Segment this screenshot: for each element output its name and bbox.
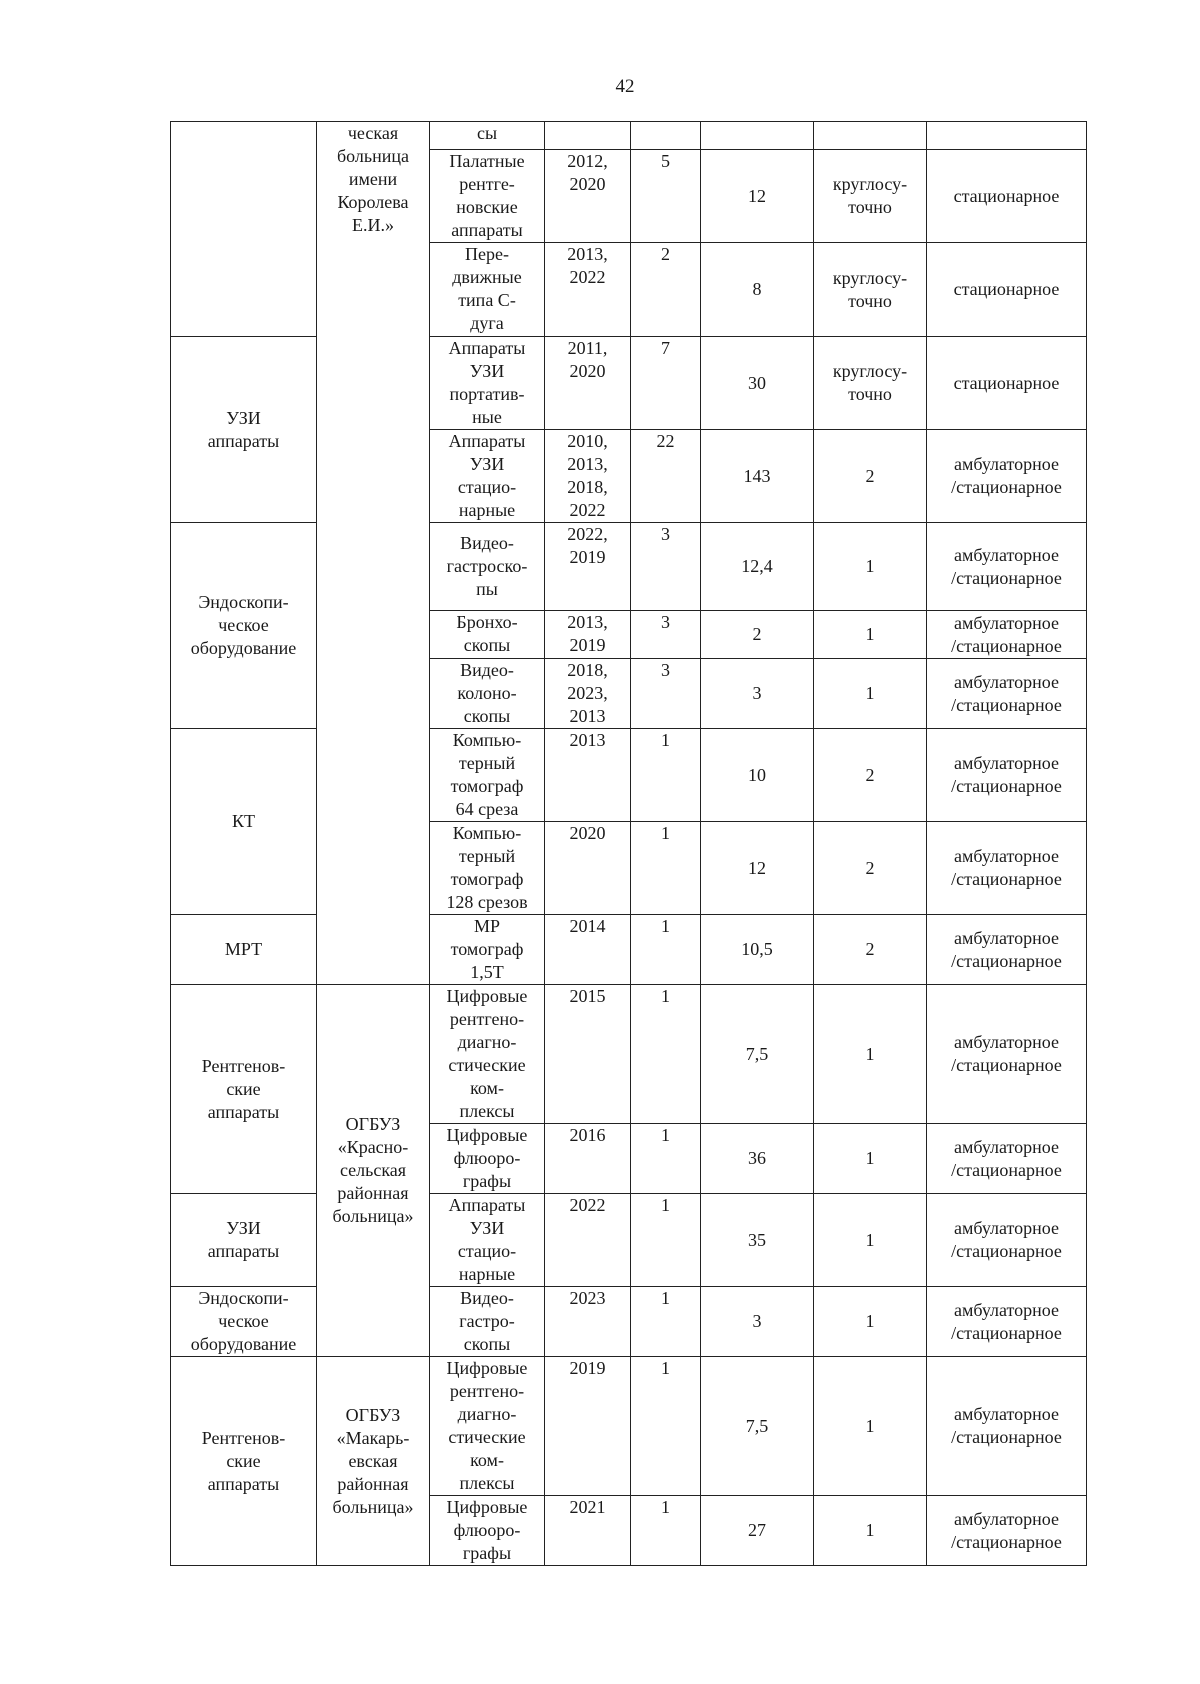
years-cell: 2014 — [545, 915, 631, 985]
mode-cell: 2 — [814, 729, 927, 822]
care-cell: амбулаторное /стационарное — [927, 1287, 1087, 1357]
table-row — [171, 915, 1087, 985]
equipment-name-cell: Видео- гастроско- пы — [430, 523, 545, 611]
care-cell: стационарное — [927, 150, 1087, 243]
value-cell: 3 — [701, 1287, 814, 1357]
table-row — [171, 985, 1087, 1124]
equipment-table — [170, 121, 1087, 1566]
care-cell: стационарное — [927, 337, 1087, 430]
value-cell: 12 — [701, 822, 814, 915]
mode-cell: 2 — [814, 915, 927, 985]
count-cell: 1 — [631, 729, 701, 822]
value-cell: 36 — [701, 1124, 814, 1194]
equipment-name-cell: Аппараты УЗИ стацио- нарные — [430, 1194, 545, 1287]
count-cell: 5 — [631, 150, 701, 243]
count-cell: 1 — [631, 1124, 701, 1194]
years-cell: 2022, 2019 — [545, 523, 631, 611]
years-cell: 2013 — [545, 729, 631, 822]
mode-cell: 1 — [814, 1194, 927, 1287]
mode-cell: 1 — [814, 1496, 927, 1566]
count-cell: 1 — [631, 1287, 701, 1357]
equipment-type-cell: МРТ — [171, 915, 317, 985]
years-cell: 2020 — [545, 822, 631, 915]
count-cell: 3 — [631, 659, 701, 729]
organization-cell: ческая больница имени Королева Е.И.» — [317, 122, 430, 915]
count-cell: 1 — [631, 985, 701, 1124]
equipment-type-cell — [171, 122, 317, 337]
years-cell: 2021 — [545, 1496, 631, 1566]
value-cell: 35 — [701, 1194, 814, 1287]
care-cell: амбулаторное /стационарное — [927, 1357, 1087, 1496]
mode-cell: 1 — [814, 985, 927, 1124]
organization-cell: ОГБУЗ «Красно- сельская районная больница» — [317, 985, 430, 1357]
count-cell: 1 — [631, 915, 701, 985]
equipment-name-cell: Цифровые флюоро- графы — [430, 1496, 545, 1566]
value-cell: 8 — [701, 243, 814, 337]
mode-cell: 1 — [814, 1124, 927, 1194]
care-cell: амбулаторное /стационарное — [927, 822, 1087, 915]
count-cell: 22 — [631, 430, 701, 523]
care-cell: амбулаторное /стационарное — [927, 659, 1087, 729]
equipment-name-cell: Пере- движные типа С- дуга — [430, 243, 545, 337]
count-cell: 2 — [631, 243, 701, 337]
value-cell: 27 — [701, 1496, 814, 1566]
table-row — [171, 122, 1087, 150]
years-cell: 2010, 2013, 2018, 2022 — [545, 430, 631, 523]
table-row — [171, 523, 1087, 611]
equipment-name-cell: Компью- терный томограф 64 среза — [430, 729, 545, 822]
equipment-type-cell: Эндоскопи- ческое оборудование — [171, 523, 317, 729]
mode-cell: круглосу- точно — [814, 243, 927, 337]
table-row — [171, 1357, 1087, 1496]
equipment-name-cell: Бронхо- скопы — [430, 611, 545, 659]
value-cell: 2 — [701, 611, 814, 659]
equipment-name-cell: Аппараты УЗИ стацио- нарные — [430, 430, 545, 523]
equipment-name-cell: Видео- колоно- скопы — [430, 659, 545, 729]
count-cell: 3 — [631, 523, 701, 611]
care-cell: амбулаторное /стационарное — [927, 611, 1087, 659]
care-cell: стационарное — [927, 243, 1087, 337]
equipment-name-cell: Аппараты УЗИ портатив- ные — [430, 337, 545, 430]
mode-cell: круглосу- точно — [814, 150, 927, 243]
count-cell: 1 — [631, 1496, 701, 1566]
value-cell: 30 — [701, 337, 814, 430]
organization-cell-continued — [317, 915, 430, 985]
value-cell: 10 — [701, 729, 814, 822]
value-cell: 10,5 — [701, 915, 814, 985]
mode-cell: 2 — [814, 822, 927, 915]
count-cell: 7 — [631, 337, 701, 430]
equipment-name-cell: Видео- гастро- скопы — [430, 1287, 545, 1357]
table-row — [171, 1194, 1087, 1287]
table-row — [171, 1287, 1087, 1357]
care-cell: амбулаторное /стационарное — [927, 915, 1087, 985]
value-cell: 3 — [701, 659, 814, 729]
mode-cell: 1 — [814, 1287, 927, 1357]
value-cell: 7,5 — [701, 1357, 814, 1496]
care-cell: амбулаторное /стационарное — [927, 430, 1087, 523]
equipment-name-cell: Цифровые рентгено- диагно- стические ком- плексы — [430, 985, 545, 1124]
table-row — [171, 337, 1087, 430]
years-cell: 2012, 2020 — [545, 150, 631, 243]
count-cell: 1 — [631, 822, 701, 915]
mode-cell: 1 — [814, 523, 927, 611]
mode-cell: круглосу- точно — [814, 337, 927, 430]
equipment-name-cell: МР томограф 1,5Т — [430, 915, 545, 985]
count-cell: 3 — [631, 611, 701, 659]
years-cell: 2019 — [545, 1357, 631, 1496]
equipment-type-cell: Эндоскопи- ческое оборудование — [171, 1287, 317, 1357]
equipment-name-cell: сы — [430, 122, 545, 150]
organization-cell: ОГБУЗ «Макарь- евская районная больница» — [317, 1357, 430, 1566]
equipment-type-cell: УЗИ аппараты — [171, 337, 317, 523]
mode-cell: 1 — [814, 611, 927, 659]
equipment-name-cell: Цифровые флюоро- графы — [430, 1124, 545, 1194]
equipment-type-cell: Рентгенов- ские аппараты — [171, 1357, 317, 1566]
equipment-name-cell: Компью- терный томограф 128 срезов — [430, 822, 545, 915]
years-cell: 2022 — [545, 1194, 631, 1287]
mode-cell: 1 — [814, 1357, 927, 1496]
years-cell: 2015 — [545, 985, 631, 1124]
mode-cell: 1 — [814, 659, 927, 729]
equipment-type-cell: Рентгенов- ские аппараты — [171, 985, 317, 1194]
care-cell: амбулаторное /стационарное — [927, 1124, 1087, 1194]
value-cell: 7,5 — [701, 985, 814, 1124]
value-cell: 12,4 — [701, 523, 814, 611]
care-cell: амбулаторное /стационарное — [927, 985, 1087, 1124]
care-cell: амбулаторное /стационарное — [927, 523, 1087, 611]
count-cell: 1 — [631, 1357, 701, 1496]
care-cell: амбулаторное /стационарное — [927, 729, 1087, 822]
table-row — [171, 729, 1087, 822]
care-cell: амбулаторное /стационарное — [927, 1194, 1087, 1287]
years-cell: 2011, 2020 — [545, 337, 631, 430]
years-cell: 2013, 2019 — [545, 611, 631, 659]
years-cell: 2023 — [545, 1287, 631, 1357]
page-number: 42 — [615, 76, 635, 97]
care-cell: амбулаторное /стационарное — [927, 1496, 1087, 1566]
count-cell: 1 — [631, 1194, 701, 1287]
equipment-name-cell: Палатные рентге- новские аппараты — [430, 150, 545, 243]
years-cell: 2013, 2022 — [545, 243, 631, 337]
years-cell: 2016 — [545, 1124, 631, 1194]
value-cell: 12 — [701, 150, 814, 243]
equipment-name-cell: Цифровые рентгено- диагно- стические ком- плексы — [430, 1357, 545, 1496]
equipment-type-cell: УЗИ аппараты — [171, 1194, 317, 1287]
equipment-type-cell: КТ — [171, 729, 317, 915]
years-cell: 2018, 2023, 2013 — [545, 659, 631, 729]
mode-cell: 2 — [814, 430, 927, 523]
value-cell: 143 — [701, 430, 814, 523]
